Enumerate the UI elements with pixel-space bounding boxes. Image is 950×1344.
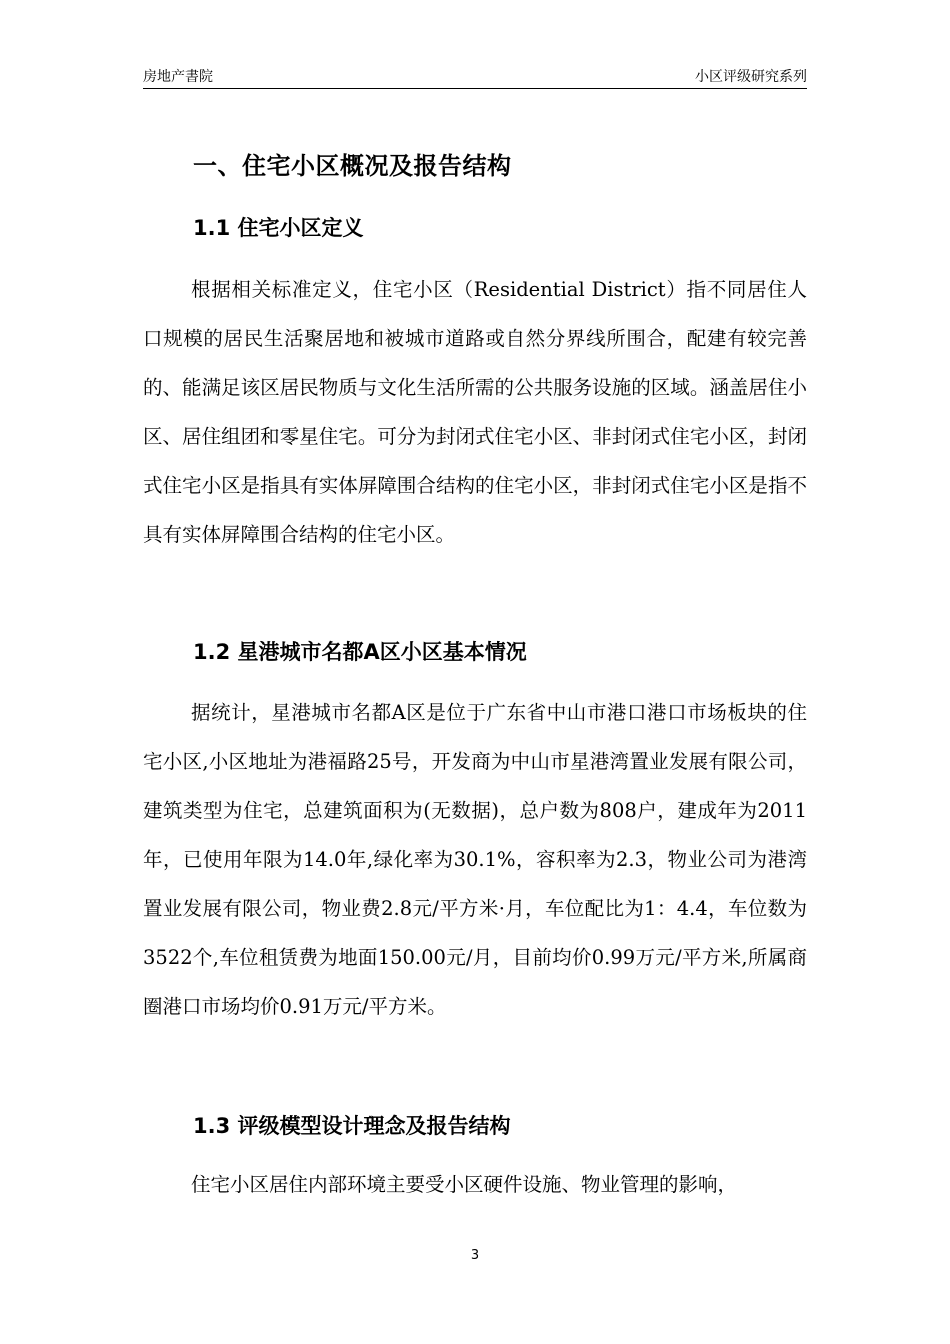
paragraph-model-design: 住宅小区居住内部环境主要受小区硬件设施、物业管理的影响， [191, 1173, 738, 1196]
section-heading: 一、住宅小区概况及报告结构 [193, 152, 512, 180]
paragraph-definition: 根据相关标准定义，住宅小区（Residential District）指不同居住人口规模的居民生活聚居地和被城市道路或自然分界线所围合，配建有较完善的、能满足该区居民物质与文化生活所需的公共服务设施的区域。涵盖居住小区、居住组团和零星住宅。可分为封闭式住宅小区、非封闭式住宅小区，封闭式住宅小区是指具有实体屏障围合结构的住宅小区，非封闭式住宅小区是指不具有实体屏障围合结构的住宅小区。 [143, 278, 807, 546]
subsection-heading-1-1: 1.1 住宅小区定义 [193, 216, 364, 240]
header-right-title: 小区评级研究系列 [695, 69, 807, 85]
page-number: 3 [470, 1248, 480, 1263]
page-header [143, 66, 807, 89]
header-left-title: 房地产書院 [143, 69, 213, 85]
subsection-heading-1-3: 1.3 评级模型设计理念及报告结构 [193, 1114, 511, 1138]
subsection-heading-1-2: 1.2 星港城市名都A区小区基本情况 [193, 640, 527, 664]
paragraph-basic-info: 据统计，星港城市名都A区是位于广东省中山市港口港口市场板块的住宅小区,小区地址为港福路25号，开发商为中山市星港湾置业发展有限公司，建筑类型为住宅，总建筑面积为(无数据)，总户数为808户，建成年为2011年，已使用年限为14.0年,绿化率为30.1%，容积率为2.3，物业公司为港湾置业发展有限公司，物业费2.8元/平方米·月，车位配比为1：4.4，车位数为3522个,车位租赁费为地面150.00元/月，目前均价0.99万元/平方米,所属商圈港口市场均价0.91万元/平方米。 [143, 701, 807, 1018]
